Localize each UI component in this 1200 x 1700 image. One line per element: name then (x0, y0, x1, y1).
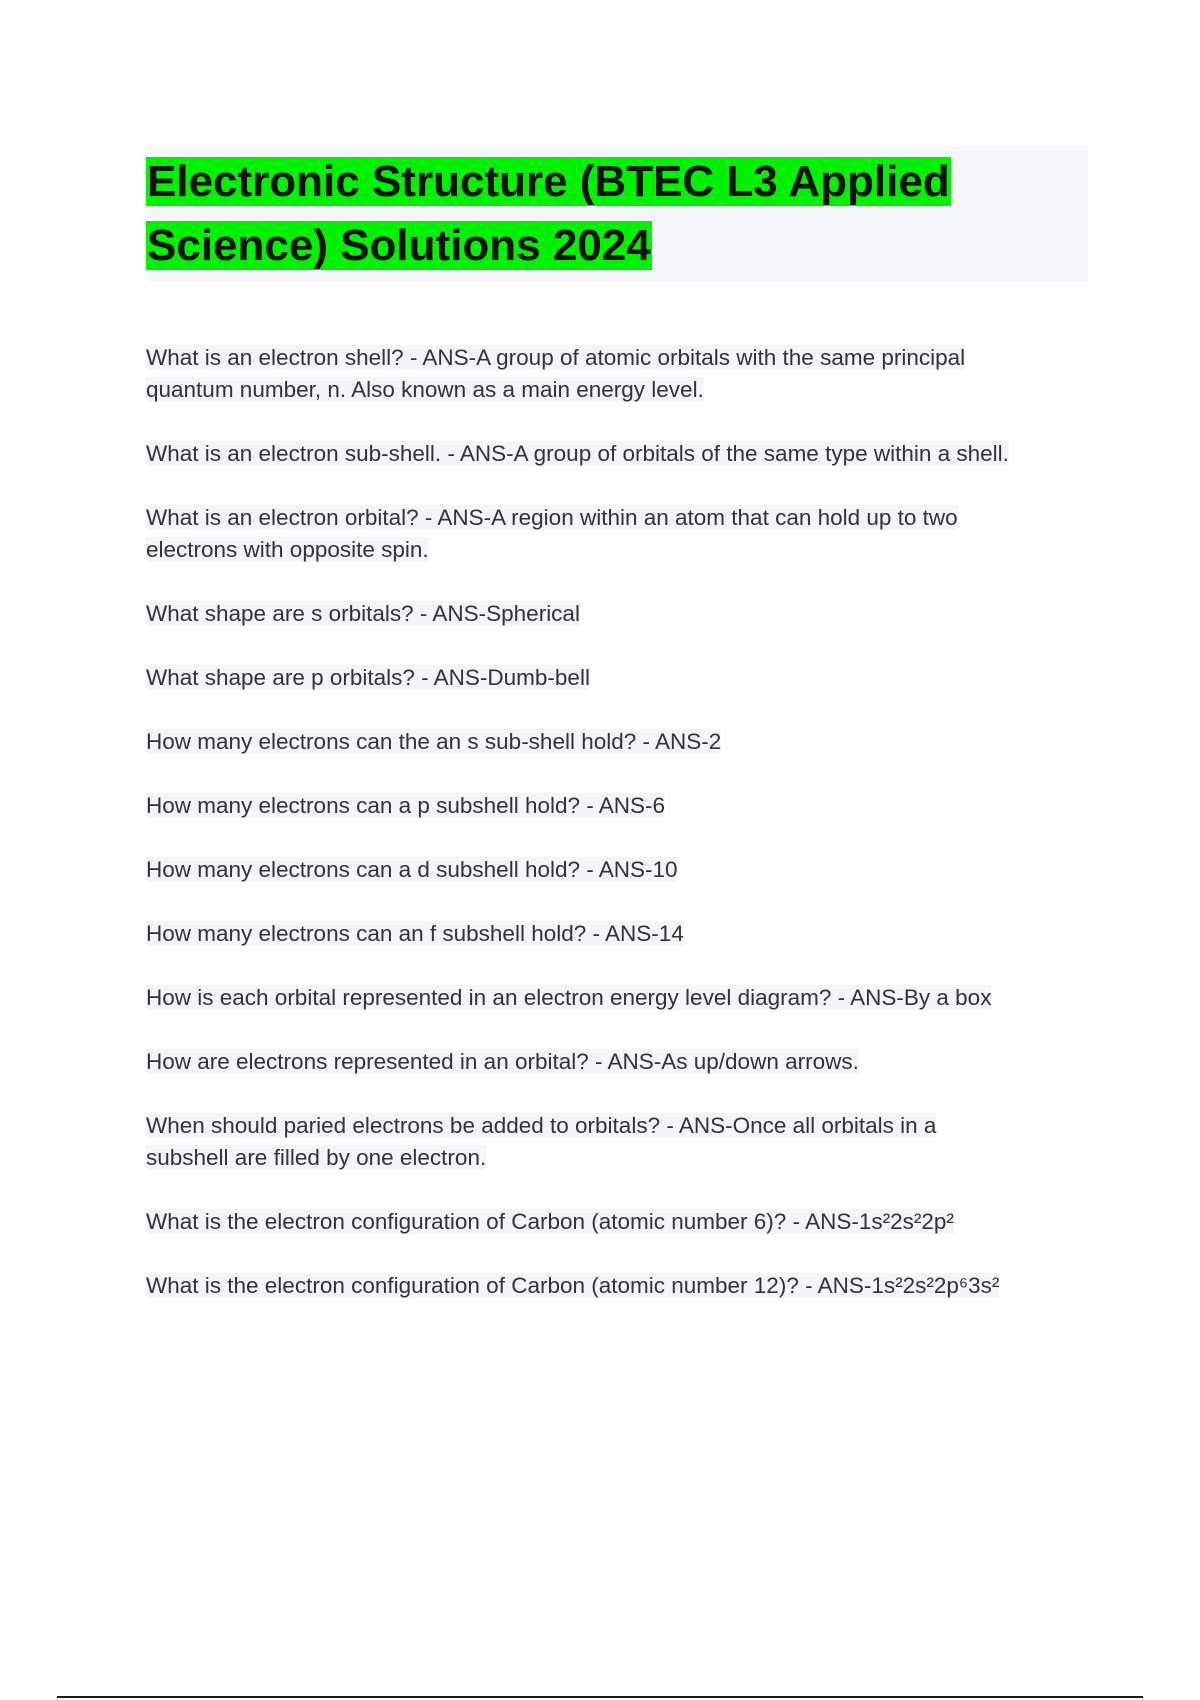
qa-item (146, 726, 1086, 758)
footer-rule (57, 1696, 1143, 1698)
qa-item (146, 982, 1086, 1014)
qa-item (146, 1270, 1086, 1302)
qa-text: How many electrons can a p subshell hold? - ANS-6 (146, 793, 666, 818)
qa-text: What shape are p orbitals? - ANS-Dumb-bell (146, 665, 590, 690)
qa-text: When should paried electrons be added to orbitals? - ANS-Once all orbitals in a subshell are filled by one electron. (146, 1113, 937, 1170)
qa-item (146, 662, 1086, 694)
qa-item (146, 502, 1086, 566)
qa-text: What is the electron configuration of Carbon (atomic number 6)? - ANS-1s²2s²2p² (146, 1209, 954, 1234)
qa-list (146, 342, 1086, 1334)
qa-text: How many electrons can the an s sub-shell hold? - ANS-2 (146, 729, 722, 754)
qa-item (146, 854, 1086, 886)
qa-text: How many electrons can an f subshell hold? - ANS-14 (146, 921, 684, 946)
qa-text: What is an electron orbital? - ANS-A region within an atom that can hold up to two electrons with opposite spin. (146, 505, 958, 562)
qa-item (146, 342, 1086, 406)
page-title-text: Electronic Structure (BTEC L3 Applied Science) Solutions 2024 (147, 157, 950, 270)
qa-item (146, 598, 1086, 630)
qa-item (146, 1046, 1086, 1078)
title-block (146, 146, 1088, 282)
qa-item (146, 1206, 1086, 1238)
qa-text: What is an electron sub-shell. - ANS-A group of orbitals of the same type within a shell. (146, 441, 1009, 466)
qa-text: How is each orbital represented in an electron energy level diagram? - ANS-By a box (146, 985, 992, 1010)
qa-item (146, 1110, 1086, 1174)
qa-text: What is an electron shell? - ANS-A group of atomic orbitals with the same principal quantum number, n. Also known as a main energy level. (146, 345, 966, 402)
qa-item (146, 790, 1086, 822)
qa-text: What is the electron configuration of Carbon (atomic number 12)? - ANS-1s²2s²2p⁶3s² (146, 1273, 1000, 1298)
qa-text: How are electrons represented in an orbital? - ANS-As up/down arrows. (146, 1049, 859, 1074)
qa-text: What shape are s orbitals? - ANS-Spherical (146, 601, 580, 626)
qa-item (146, 438, 1086, 470)
page-title (146, 150, 1026, 278)
qa-item (146, 918, 1086, 950)
qa-text: How many electrons can a d subshell hold? - ANS-10 (146, 857, 678, 882)
